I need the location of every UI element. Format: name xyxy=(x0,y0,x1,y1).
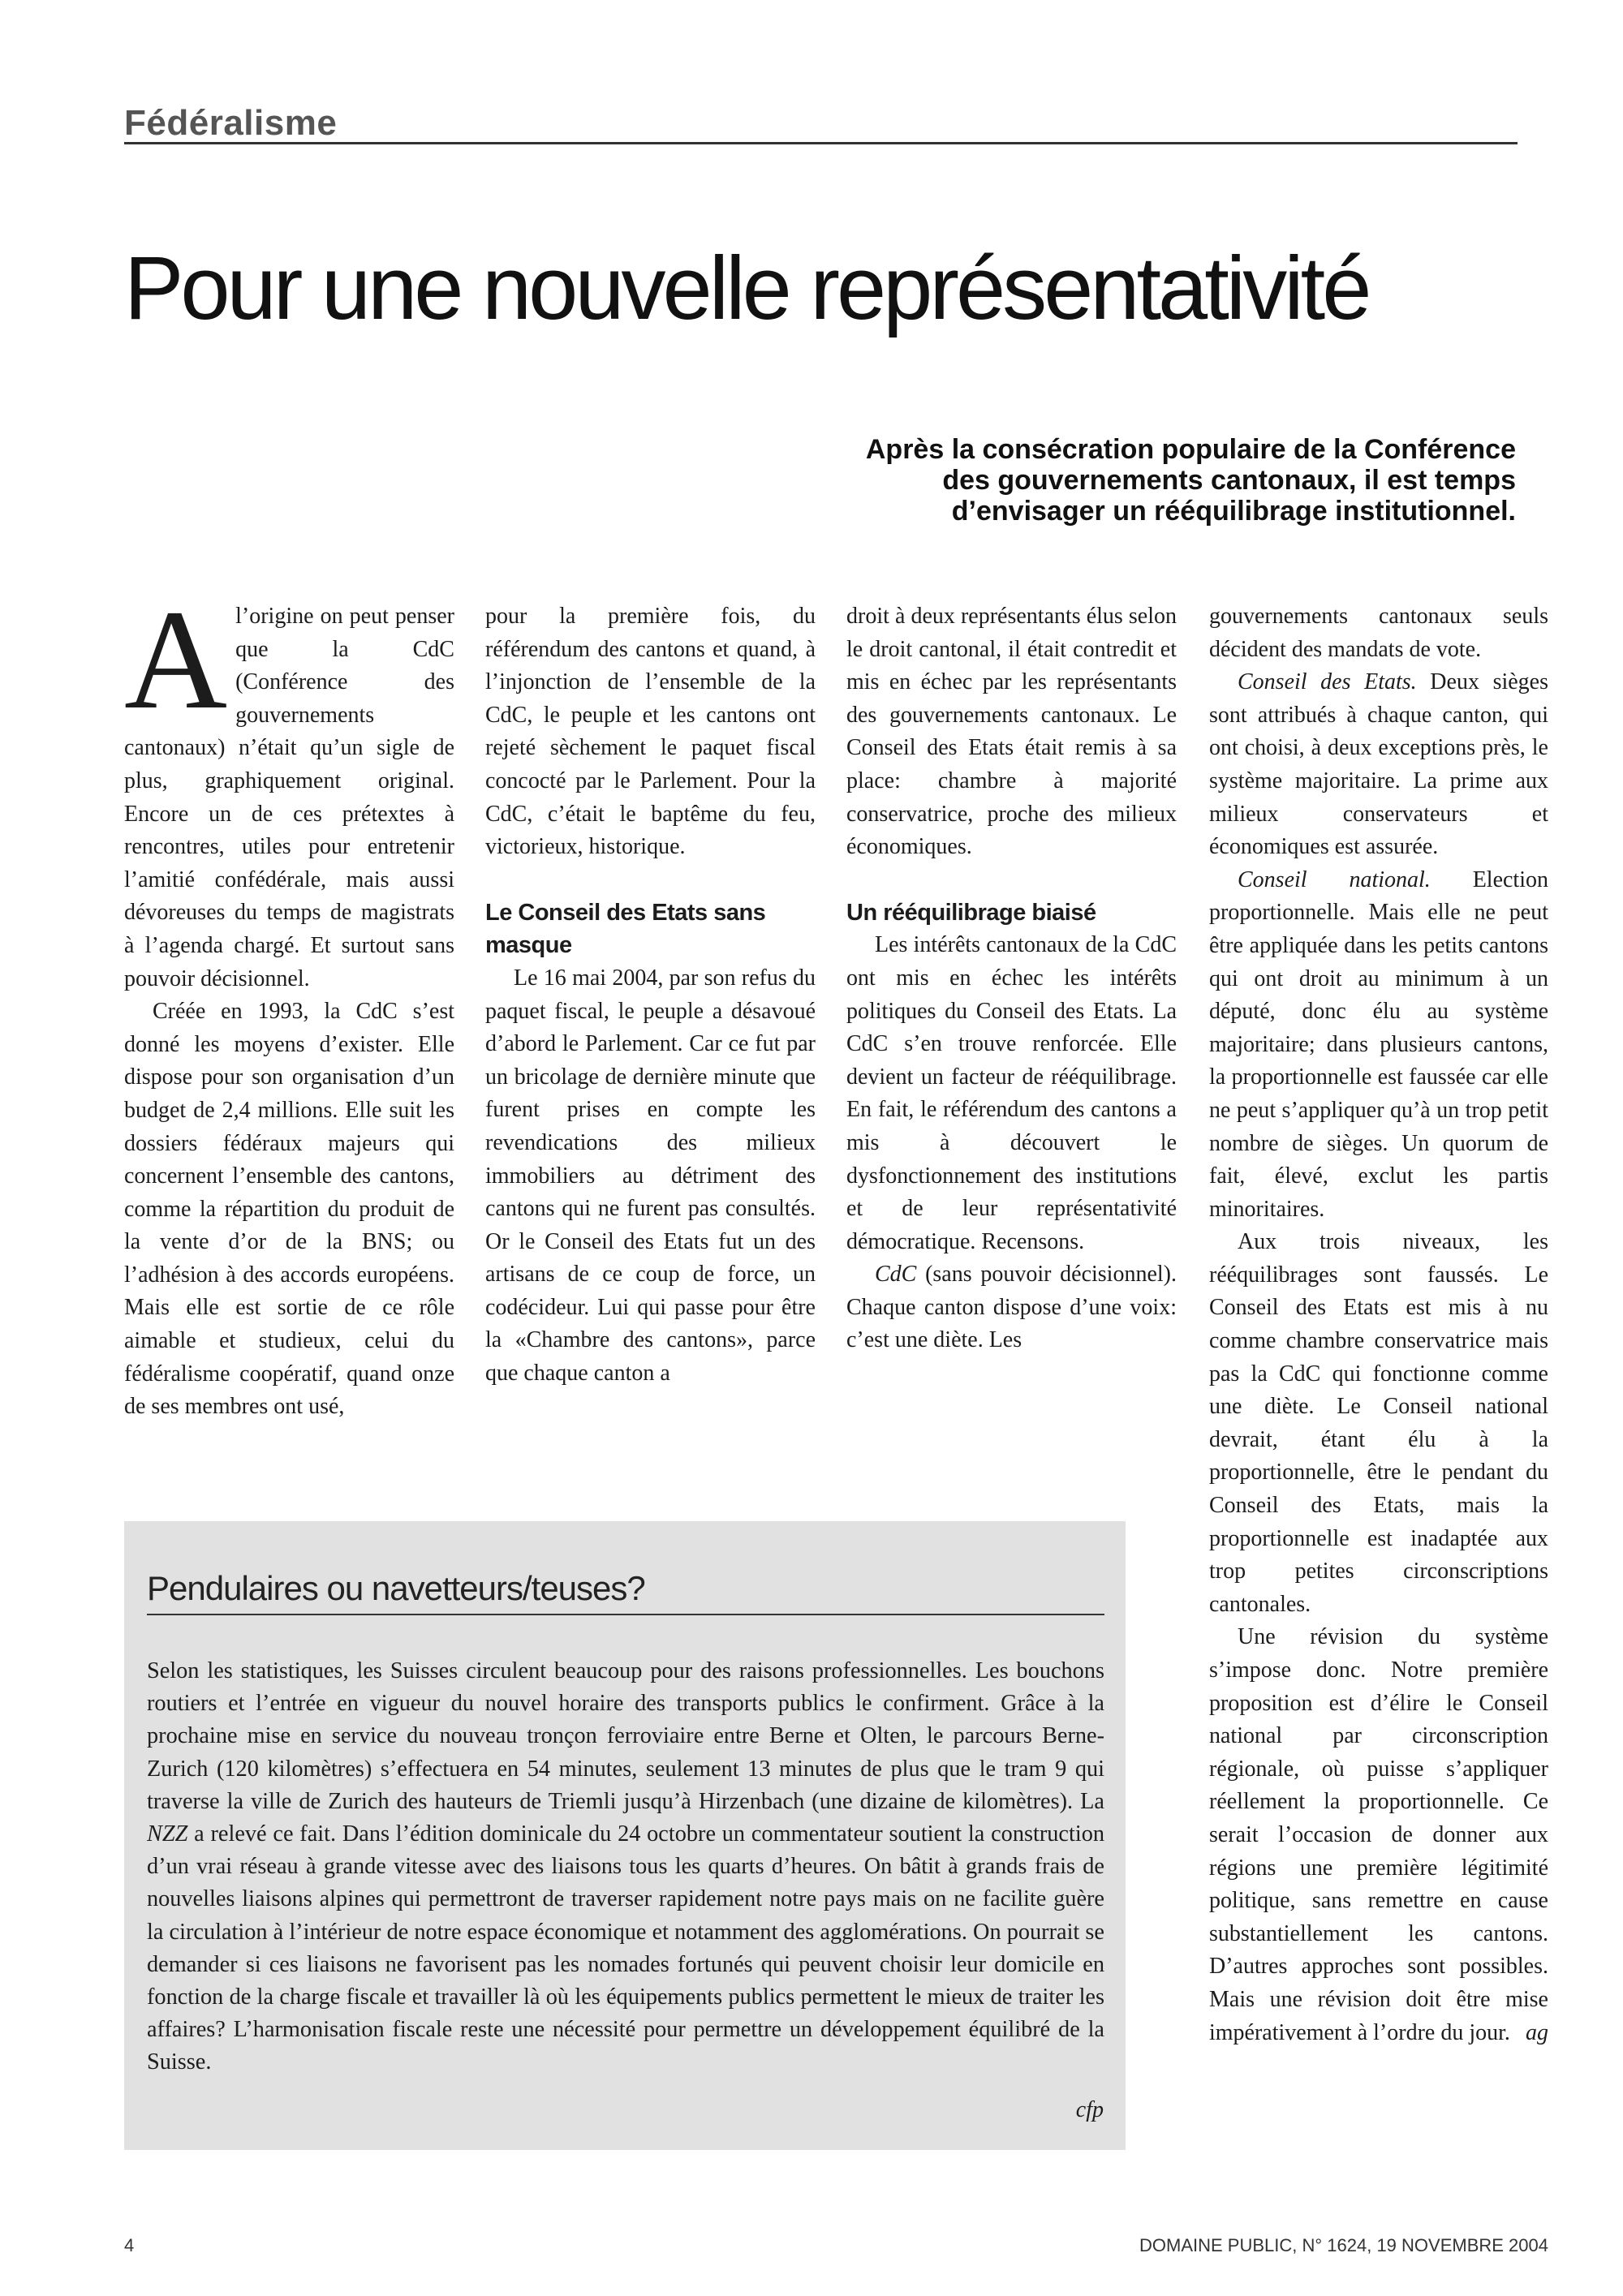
paragraph-text: l’origine on peut penser que la CdC (Conférence des gouvernements cantonaux) n’était qu’un sigle de plus, graphiquement original. Encore un de ces prétextes à rencontres, utiles pour entretenir l’amitié confédérale, mais aussi dévoreuses du temps de magistrats à l’agenda chargé. Et surtout sans pouvoir décisionnel. xyxy=(124,604,454,991)
article-paragraph: Les intérêts cantonaux de la CdC ont mis en échec les intérêts politiques du Conseil des Etats. La CdC s’en trouve renforcée. Elle devient un facteur de rééquilibrage. En fait, le référendum des cantons a mis à découvert le dysfonctionnement des institutions et de leur représentativité démocratique. Recensons. xyxy=(846,932,1177,1254)
article-paragraph xyxy=(1209,1621,1548,2049)
drop-cap: A xyxy=(124,581,228,739)
section-rule xyxy=(124,142,1518,144)
paragraph-text: Deux sièges sont attribués à chaque canton, qui ont choisi, à deux exceptions près, le système majoritaire. La prime aux milieux conservateurs et économiques est assurée. xyxy=(1209,669,1548,860)
sidebar-text-part: a relevé ce fait. Dans l’édition dominicale du 24 octobre un commentateur soutient la construction d’un vrai réseau à grande vitesse avec des liaisons tous les quarts d’heures. On bâtit à grands frais de nouvelles liaisons alpines qui permettront de traverser rapidement notre pays mais on ne facilite guère la circulation à l’intérieur de notre espace économique et notamment des agglomérations. On pourrait se demander si ces liaisons ne favorisent pas les nomades fortunés qui peuvent choisir leur domicile en fonction de la charge fiscale et travailler là où les équipements publics permettent le mieux de traiter les affaires? L’harmonisation fiscale reste une nécessité pour permettre un développement équilibré de la Suisse. xyxy=(147,1821,1104,2075)
article-lede xyxy=(623,434,1516,527)
article-paragraph: gouvernements cantonaux seuls décident des mandats de vote. xyxy=(1209,604,1548,662)
page-number: 4 xyxy=(124,2235,135,2255)
publication-info: DOMAINE PUBLIC, N° 1624, 19 NOVEMBRE 2004 xyxy=(1139,2235,1548,2255)
sidebar-text xyxy=(147,1655,1104,2079)
article-paragraph: Créée en 1993, la CdC s’est donné les moyens d’exister. Elle dispose pour son organisation d’un budget de 2,4 millions. Elle suit les dossiers fédéraux majeurs qui concernent l’ensemble des cantons, comme la répartition du produit de la vente d’or de la BNS; ou l’adhésion à des accords européens. Mais elle est sortie de ce rôle aimable et studieux, celui du fédéralisme coopératif, quand onze de ses membres ont usé, xyxy=(124,999,454,1420)
article-column-2 xyxy=(485,600,816,1477)
lede-line: Après la consécration populaire de la Conférence xyxy=(865,434,1516,465)
article-paragraph: droit à deux représentants élus selon le droit cantonal, il était contredit et mis en échec par les représentants des gouvernements cantonaux. Le Conseil des Etats était remis à sa place: chambre à majorité conservatrice, proche des milieux économiques. xyxy=(846,604,1177,860)
subheading: Le Conseil des Etats sans masque xyxy=(485,899,766,959)
sidebar-text-part: Selon les statistiques, les Suisses circulent beaucoup pour des raisons professionnelles. Les bouchons routiers et l’entrée en vigueur du nouvel horaire des transports publics le confirment. Grâce à la prochaine mise en service du nouveau tronçon ferroviaire entre Berne et Olten, le parcours Berne-Zurich (120 kilomètres) s’effectuera en 54 minutes, seulement 13 minutes de plus que le tram 9 qui traverse la ville de Zurich des hauteurs de Triemli jusqu’à Hirzenbach (une dizaine de kilomètres). La xyxy=(147,1658,1104,1814)
lede-line: d’envisager un rééquilibrage institutionnel. xyxy=(951,496,1516,527)
paragraph-text: Une révision du système s’impose donc. Notre première proposition est d’élire le Conseil national par circonscription régionale, où puisse s’appliquer réellement la proportionnelle. Ce serait l’occasion de donner aux régions une première légitimité politique, sans remettre en cause substantiellement les cantons. D’autres approches sont possibles. Mais une révision doit être mise impérativement à l’ordre du jour. xyxy=(1209,1624,1548,2045)
article-paragraph: Aux trois niveaux, les rééquilibrages sont faussés. Le Conseil des Etats est mis à nu comme chambre conservatrice mais pas la CdC qui fonctionne comme une diète. Le Conseil national devrait, étant élu à la proportionnelle, être le pendant du Conseil des Etats, mais la proportionnelle est inadaptée aux trop petites circonscriptions cantonales. xyxy=(1209,1229,1548,1617)
subheading: Un rééquilibrage biaisé xyxy=(846,899,1096,926)
run-in-heading: CdC xyxy=(875,1262,917,1288)
sidebar-text-emphasis: NZZ xyxy=(147,1821,188,1847)
section-label: Fédéralisme xyxy=(124,103,338,143)
lede-line: des gouvernements cantonaux, il est temps xyxy=(942,465,1516,496)
run-in-heading: Conseil national. xyxy=(1238,866,1431,892)
paragraph-text: (sans pouvoir décisionnel). Chaque canton dispose d’une voix: c’est une diète. Les xyxy=(846,1262,1177,1353)
article-paragraph xyxy=(1209,864,1548,1227)
run-in-heading: Conseil des Etats. xyxy=(1238,669,1417,695)
author-signature: ag xyxy=(1526,2019,1548,2045)
article-paragraph: Le 16 mai 2004, par son refus du paquet fiscal, le peuple a désavoué d’abord le Parlement. Car ce fut par un bricolage de dernière minute que furent prises en compte les revendications des milieux immobiliers au détriment des cantons qui ne furent pas consultés. Or le Conseil des Etats fut un des artisans de ce coup de force, un codécideur. Lui qui passe pour être la «Chambre des cantons», parce que chaque canton a xyxy=(485,965,816,1387)
paragraph-text: Election proportionnelle. Mais elle ne peut être appliquée dans les petits cantons qui ont droit au minimum à un député, donc élu au système majoritaire; dans plusieurs cantons, la proportionnelle est faussée car elle ne peut s’appliquer qu’à un trop petit nombre de sièges. Un quorum de fait, élevé, exclut les partis minoritaires. xyxy=(1209,866,1548,1222)
article-paragraph xyxy=(846,1258,1177,1357)
sidebar-signature: cfp xyxy=(1075,2097,1104,2122)
article-paragraph xyxy=(1209,666,1548,864)
article-column-1 xyxy=(124,581,454,1477)
sidebar-box xyxy=(124,1521,1126,2150)
article-column-4 xyxy=(1209,600,1548,2158)
sidebar-title: Pendulaires ou navetteurs/teuses? xyxy=(147,1570,1104,1615)
article-title: Pour une nouvelle représentativité xyxy=(124,239,1369,338)
article-paragraph xyxy=(124,581,454,995)
article-column-3 xyxy=(846,600,1177,1477)
article-paragraph: pour la première fois, du référendum des cantons et quand, à l’injonction de l’ensemble de la CdC, le peuple et les cantons ont rejeté sèchement le paquet fiscal concocté par le Parlement. Pour la CdC, c’était le baptême du feu, victorieux, historique. xyxy=(485,604,816,860)
